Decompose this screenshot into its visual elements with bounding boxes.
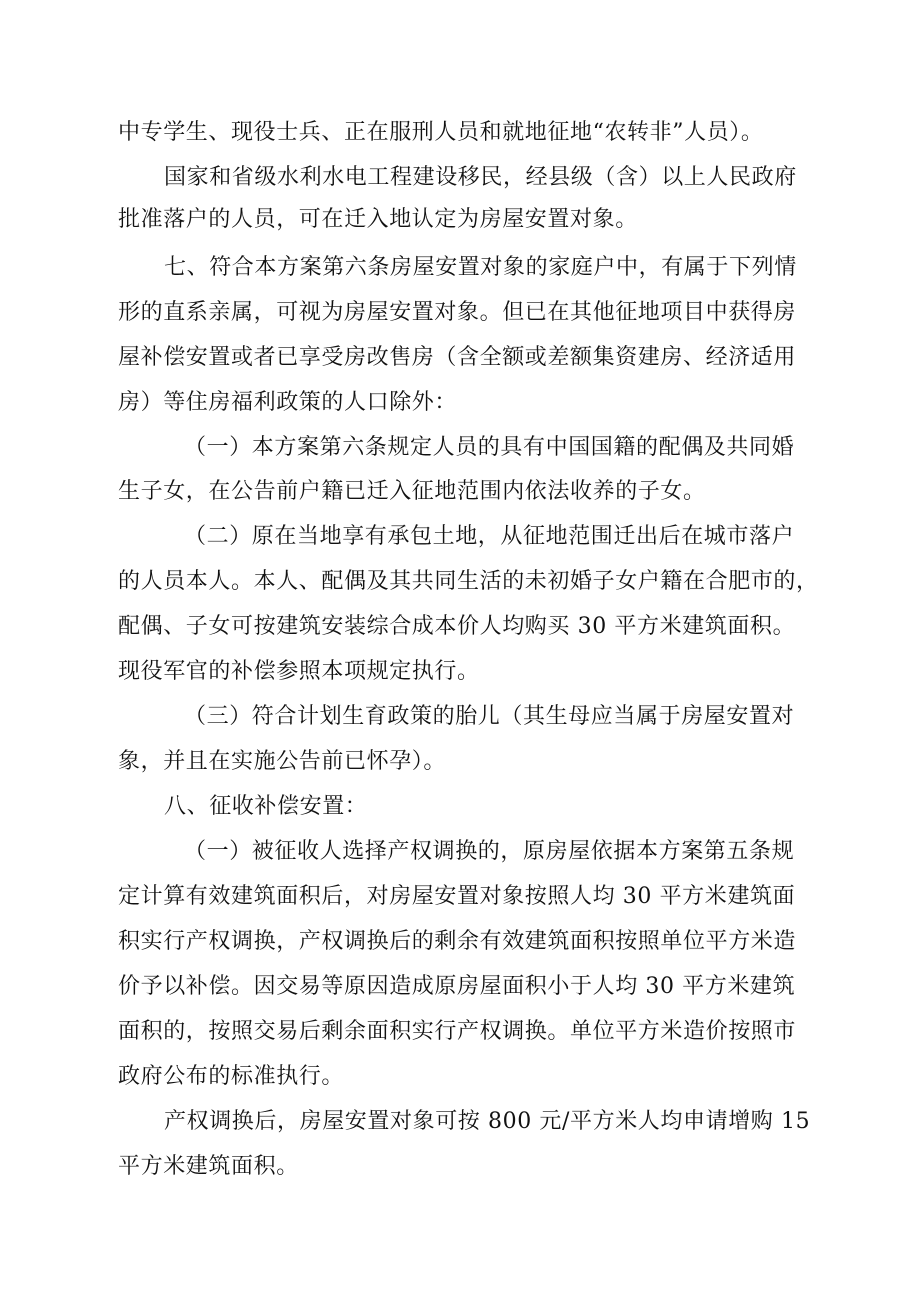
text-line: 面积的，按照交易后剩余面积实行产权调换。单位平方米造价按照市 [118, 1019, 797, 1044]
text-line: 现役军官的补偿参照本项规定执行。 [118, 659, 480, 684]
text-line: （二）原在当地享有承包土地，从征地范围迁出后在城市落户 [184, 524, 795, 549]
text-line: 定计算有效建筑面积后，对房屋安置对象按照人均 30 平方米建筑面 [118, 884, 796, 909]
text-line: （一）被征收人选择产权调换的，原房屋依据本方案第五条规 [184, 839, 795, 864]
text-line: 形的直系亲属，可视为房屋安置对象。但已在其他征地项目中获得房 [118, 300, 797, 325]
text-line: 批准落户的人员，可在迁入地认定为房屋安置对象。 [118, 207, 638, 232]
text-line: （一）本方案第六条规定人员的具有中国国籍的配偶及共同婚 [184, 435, 795, 460]
text-line: 房）等住房福利政策的人口除外： [118, 390, 458, 415]
text-line: 积实行产权调换，产权调换后的剩余有效建筑面积按照单位平方米造 [118, 929, 797, 954]
text-line: 生子女，在公告前户籍已迁入征地范围内依法收养的子女。 [118, 479, 706, 504]
text-line: 平方米建筑面积。 [118, 1154, 299, 1179]
text-line: 国家和省级水利水电工程建设移民，经县级（含）以上人民政府 [164, 165, 797, 190]
text-line: 产权调换后，房屋安置对象可按 800 元/平方米人均申请增购 15 [164, 1109, 811, 1134]
text-line: （三）符合计划生育政策的胎儿（其生母应当属于房屋安置对 [184, 704, 795, 729]
text-line: 价予以补偿。因交易等原因造成原房屋面积小于人均 30 平方米建筑 [118, 974, 796, 999]
text-line: 七、符合本方案第六条房屋安置对象的家庭户中，有属于下列情 [164, 255, 797, 280]
text-line: 中专学生、现役士兵、正在服刑人员和就地征地“农转非”人员）。 [118, 120, 764, 145]
text-line: 配偶、子女可按建筑安装综合成本价人均购买 30 平方米建筑面积。 [118, 614, 796, 639]
text-line: 政府公布的标准执行。 [118, 1064, 345, 1089]
text-line: 屋补偿安置或者已享受房改售房（含全额或差额集资建房、经济适用 [118, 345, 797, 370]
text-line: 象，并且在实施公告前已怀孕）。 [118, 749, 447, 774]
text-line: 的人员本人。本人、配偶及其共同生活的未初婚子女户籍在合肥市的， [118, 569, 819, 594]
text-line: 八、征收补偿安置： [164, 794, 368, 819]
